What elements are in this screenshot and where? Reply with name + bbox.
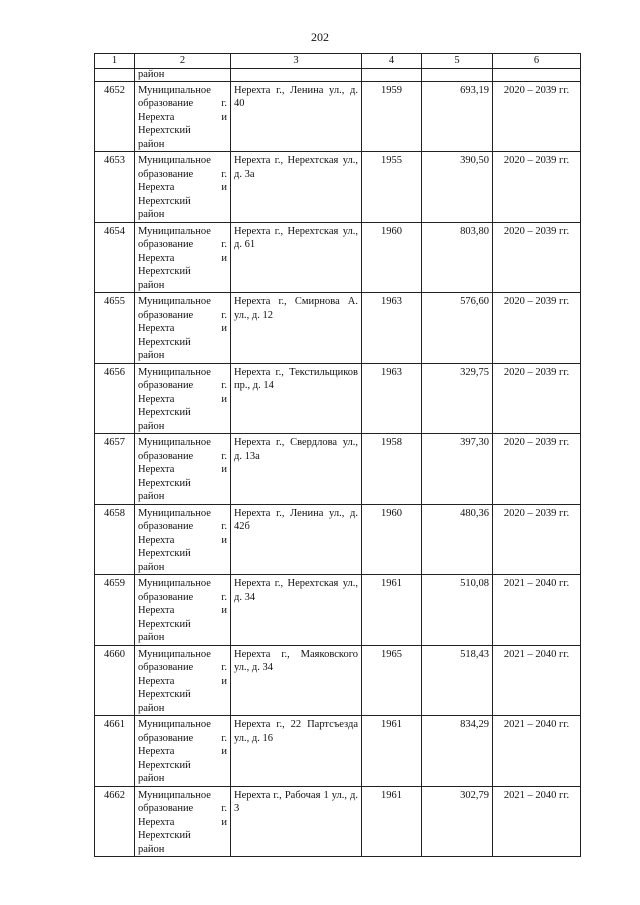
- owner-line: Нерехта и: [138, 393, 227, 405]
- owner-line: район: [138, 773, 165, 784]
- row-address: Нерехта г., Нерехтская ул., д. 3а: [231, 152, 362, 223]
- row-year: 1963: [362, 363, 422, 434]
- row-address: Нерехта г., Рабочая 1 ул., д. 3: [231, 786, 362, 857]
- row-area: 693,19: [422, 81, 493, 152]
- row-owner: [135, 222, 231, 293]
- row-period: 2020 – 2039 гг.: [493, 434, 581, 505]
- owner-line: Нерехта и: [138, 464, 227, 475]
- row-year: 1958: [362, 434, 422, 505]
- owner-line: Нерехта и: [138, 182, 227, 193]
- owner-line: образование г.: [138, 521, 227, 532]
- owner-line: Нерехта и: [138, 605, 227, 616]
- column-header-1: 1: [95, 54, 135, 69]
- row-address: Нерехта г., Нерехтская ул., д. 34: [231, 575, 362, 646]
- row-number: 4659: [95, 575, 135, 646]
- owner-line: Нерехта и: [138, 746, 227, 757]
- owner-line: Муниципальное: [138, 719, 211, 730]
- row-number: 4654: [95, 222, 135, 293]
- row-area: 390,50: [422, 152, 493, 223]
- row-number: 4662: [95, 786, 135, 857]
- owner-line: Нерехтский: [138, 407, 191, 418]
- owner-line: образование г.: [138, 98, 227, 109]
- row-area: 834,29: [422, 716, 493, 787]
- row-number: 4660: [95, 645, 135, 716]
- owner-line: район: [138, 632, 165, 643]
- row-area: 397,30: [422, 434, 493, 505]
- owner-line: район: [138, 209, 165, 220]
- continuation-row: [95, 68, 581, 81]
- row-year: 1961: [362, 575, 422, 646]
- row-year: 1959: [362, 81, 422, 152]
- owner-line: Муниципальное: [138, 296, 211, 307]
- owner-line: район: [138, 279, 165, 291]
- row-area: 803,80: [422, 222, 493, 293]
- column-number-row: [95, 54, 581, 69]
- owner-line: Нерехтский: [138, 689, 191, 700]
- table-row: [95, 293, 581, 364]
- row-number: 4656: [95, 363, 135, 434]
- row-address: Нерехта г., Ленина ул., д. 40: [231, 81, 362, 152]
- row-owner: [135, 293, 231, 364]
- row-address: Нерехта г., Нерехтская ул., д. 61: [231, 222, 362, 293]
- owner-line: Муниципальное: [138, 648, 211, 660]
- continuation-owner: район: [135, 68, 231, 81]
- row-address: Нерехта г., Маяковского ул., д. 34: [231, 645, 362, 716]
- owner-line: Муниципальное: [138, 578, 211, 589]
- table-row: [95, 81, 581, 152]
- row-period: 2021 – 2040 гг.: [493, 716, 581, 787]
- table-row: [95, 645, 581, 716]
- owner-line: образование г.: [138, 591, 227, 603]
- owner-line: образование г.: [138, 662, 227, 673]
- owner-line: район: [138, 420, 165, 432]
- owner-line: Муниципальное: [138, 437, 211, 448]
- row-period: 2020 – 2039 гг.: [493, 222, 581, 293]
- row-number: 4657: [95, 434, 135, 505]
- owner-line: Нерехтский: [138, 759, 191, 771]
- row-area: 576,60: [422, 293, 493, 364]
- owner-line: образование г.: [138, 309, 227, 321]
- table-row: [95, 434, 581, 505]
- housing-registry-table: [94, 53, 581, 857]
- page-number: 202: [311, 30, 329, 44]
- row-year: 1955: [362, 152, 422, 223]
- row-number: 4661: [95, 716, 135, 787]
- owner-line: Нерехтский: [138, 830, 191, 841]
- owner-line: образование г.: [138, 803, 227, 814]
- owner-line: Нерехтский: [138, 336, 191, 348]
- row-number: 4653: [95, 152, 135, 223]
- column-header-5: 5: [422, 54, 493, 69]
- owner-line: район: [138, 491, 165, 502]
- owner-line: Нерехтский: [138, 618, 191, 630]
- row-address: Нерехта г., 22 Партсъезда ул., д. 16: [231, 716, 362, 787]
- row-area: 302,79: [422, 786, 493, 857]
- row-number: 4652: [95, 81, 135, 152]
- owner-line: образование г.: [138, 380, 227, 391]
- column-header-6: 6: [493, 54, 581, 69]
- row-period: 2020 – 2039 гг.: [493, 293, 581, 364]
- column-header-3: 3: [231, 54, 362, 69]
- owner-line: район: [138, 350, 165, 361]
- owner-line: район: [138, 138, 165, 150]
- table-row: [95, 152, 581, 223]
- owner-line: образование г.: [138, 239, 227, 250]
- row-period: 2020 – 2039 гг.: [493, 152, 581, 223]
- row-area: 480,36: [422, 504, 493, 575]
- row-address: Нерехта г., Текстильщиков пр., д. 14: [231, 363, 362, 434]
- row-owner: [135, 81, 231, 152]
- owner-line: образование г.: [138, 732, 227, 744]
- owner-line: Нерехтский: [138, 125, 191, 136]
- row-period: 2020 – 2039 гг.: [493, 363, 581, 434]
- table-row: [95, 363, 581, 434]
- row-period: 2021 – 2040 гг.: [493, 645, 581, 716]
- owner-line: образование г.: [138, 450, 227, 462]
- owner-line: Муниципальное: [138, 225, 211, 237]
- table-row: [95, 222, 581, 293]
- owner-line: район: [138, 843, 165, 855]
- row-period: 2020 – 2039 гг.: [493, 81, 581, 152]
- owner-line: Нерехтский: [138, 195, 191, 207]
- row-year: 1963: [362, 293, 422, 364]
- owner-line: Нерехта и: [138, 675, 227, 687]
- owner-line: район: [138, 702, 165, 714]
- owner-line: Муниципальное: [138, 789, 211, 801]
- owner-line: Муниципальное: [138, 366, 211, 378]
- owner-line: образование г.: [138, 168, 227, 180]
- owner-line: Муниципальное: [138, 507, 211, 519]
- row-owner: [135, 786, 231, 857]
- row-address: Нерехта г., Свердлова ул., д. 13а: [231, 434, 362, 505]
- row-owner: [135, 152, 231, 223]
- table-row: [95, 786, 581, 857]
- row-owner: [135, 716, 231, 787]
- owner-line: район: [138, 561, 165, 573]
- row-year: 1961: [362, 716, 422, 787]
- row-period: 2021 – 2040 гг.: [493, 786, 581, 857]
- owner-line: Муниципальное: [138, 84, 211, 96]
- owner-line: Нерехта и: [138, 816, 227, 828]
- owner-line: Нерехта и: [138, 252, 227, 264]
- row-area: 329,75: [422, 363, 493, 434]
- owner-line: Муниципальное: [138, 155, 211, 166]
- row-year: 1960: [362, 222, 422, 293]
- row-owner: [135, 504, 231, 575]
- row-owner: [135, 434, 231, 505]
- owner-line: Нерехтский: [138, 266, 191, 277]
- owner-line: Нерехта и: [138, 534, 227, 546]
- owner-line: Нерехтский: [138, 477, 191, 489]
- row-address: Нерехта г., Смирнова А. ул., д. 12: [231, 293, 362, 364]
- row-number: 4658: [95, 504, 135, 575]
- owner-line: Нерехта и: [138, 111, 227, 123]
- row-year: 1965: [362, 645, 422, 716]
- row-address: Нерехта г., Ленина ул., д. 42б: [231, 504, 362, 575]
- row-owner: [135, 645, 231, 716]
- table-row: [95, 504, 581, 575]
- row-year: 1961: [362, 786, 422, 857]
- row-period: 2021 – 2040 гг.: [493, 575, 581, 646]
- owner-line: Нерехта и: [138, 323, 227, 334]
- row-area: 510,08: [422, 575, 493, 646]
- row-owner: [135, 575, 231, 646]
- row-owner: [135, 363, 231, 434]
- owner-line: Нерехтский: [138, 548, 191, 559]
- column-header-4: 4: [362, 54, 422, 69]
- row-year: 1960: [362, 504, 422, 575]
- table-row: [95, 716, 581, 787]
- table-row: [95, 575, 581, 646]
- row-number: 4655: [95, 293, 135, 364]
- column-header-2: 2: [135, 54, 231, 69]
- row-area: 518,43: [422, 645, 493, 716]
- row-period: 2020 – 2039 гг.: [493, 504, 581, 575]
